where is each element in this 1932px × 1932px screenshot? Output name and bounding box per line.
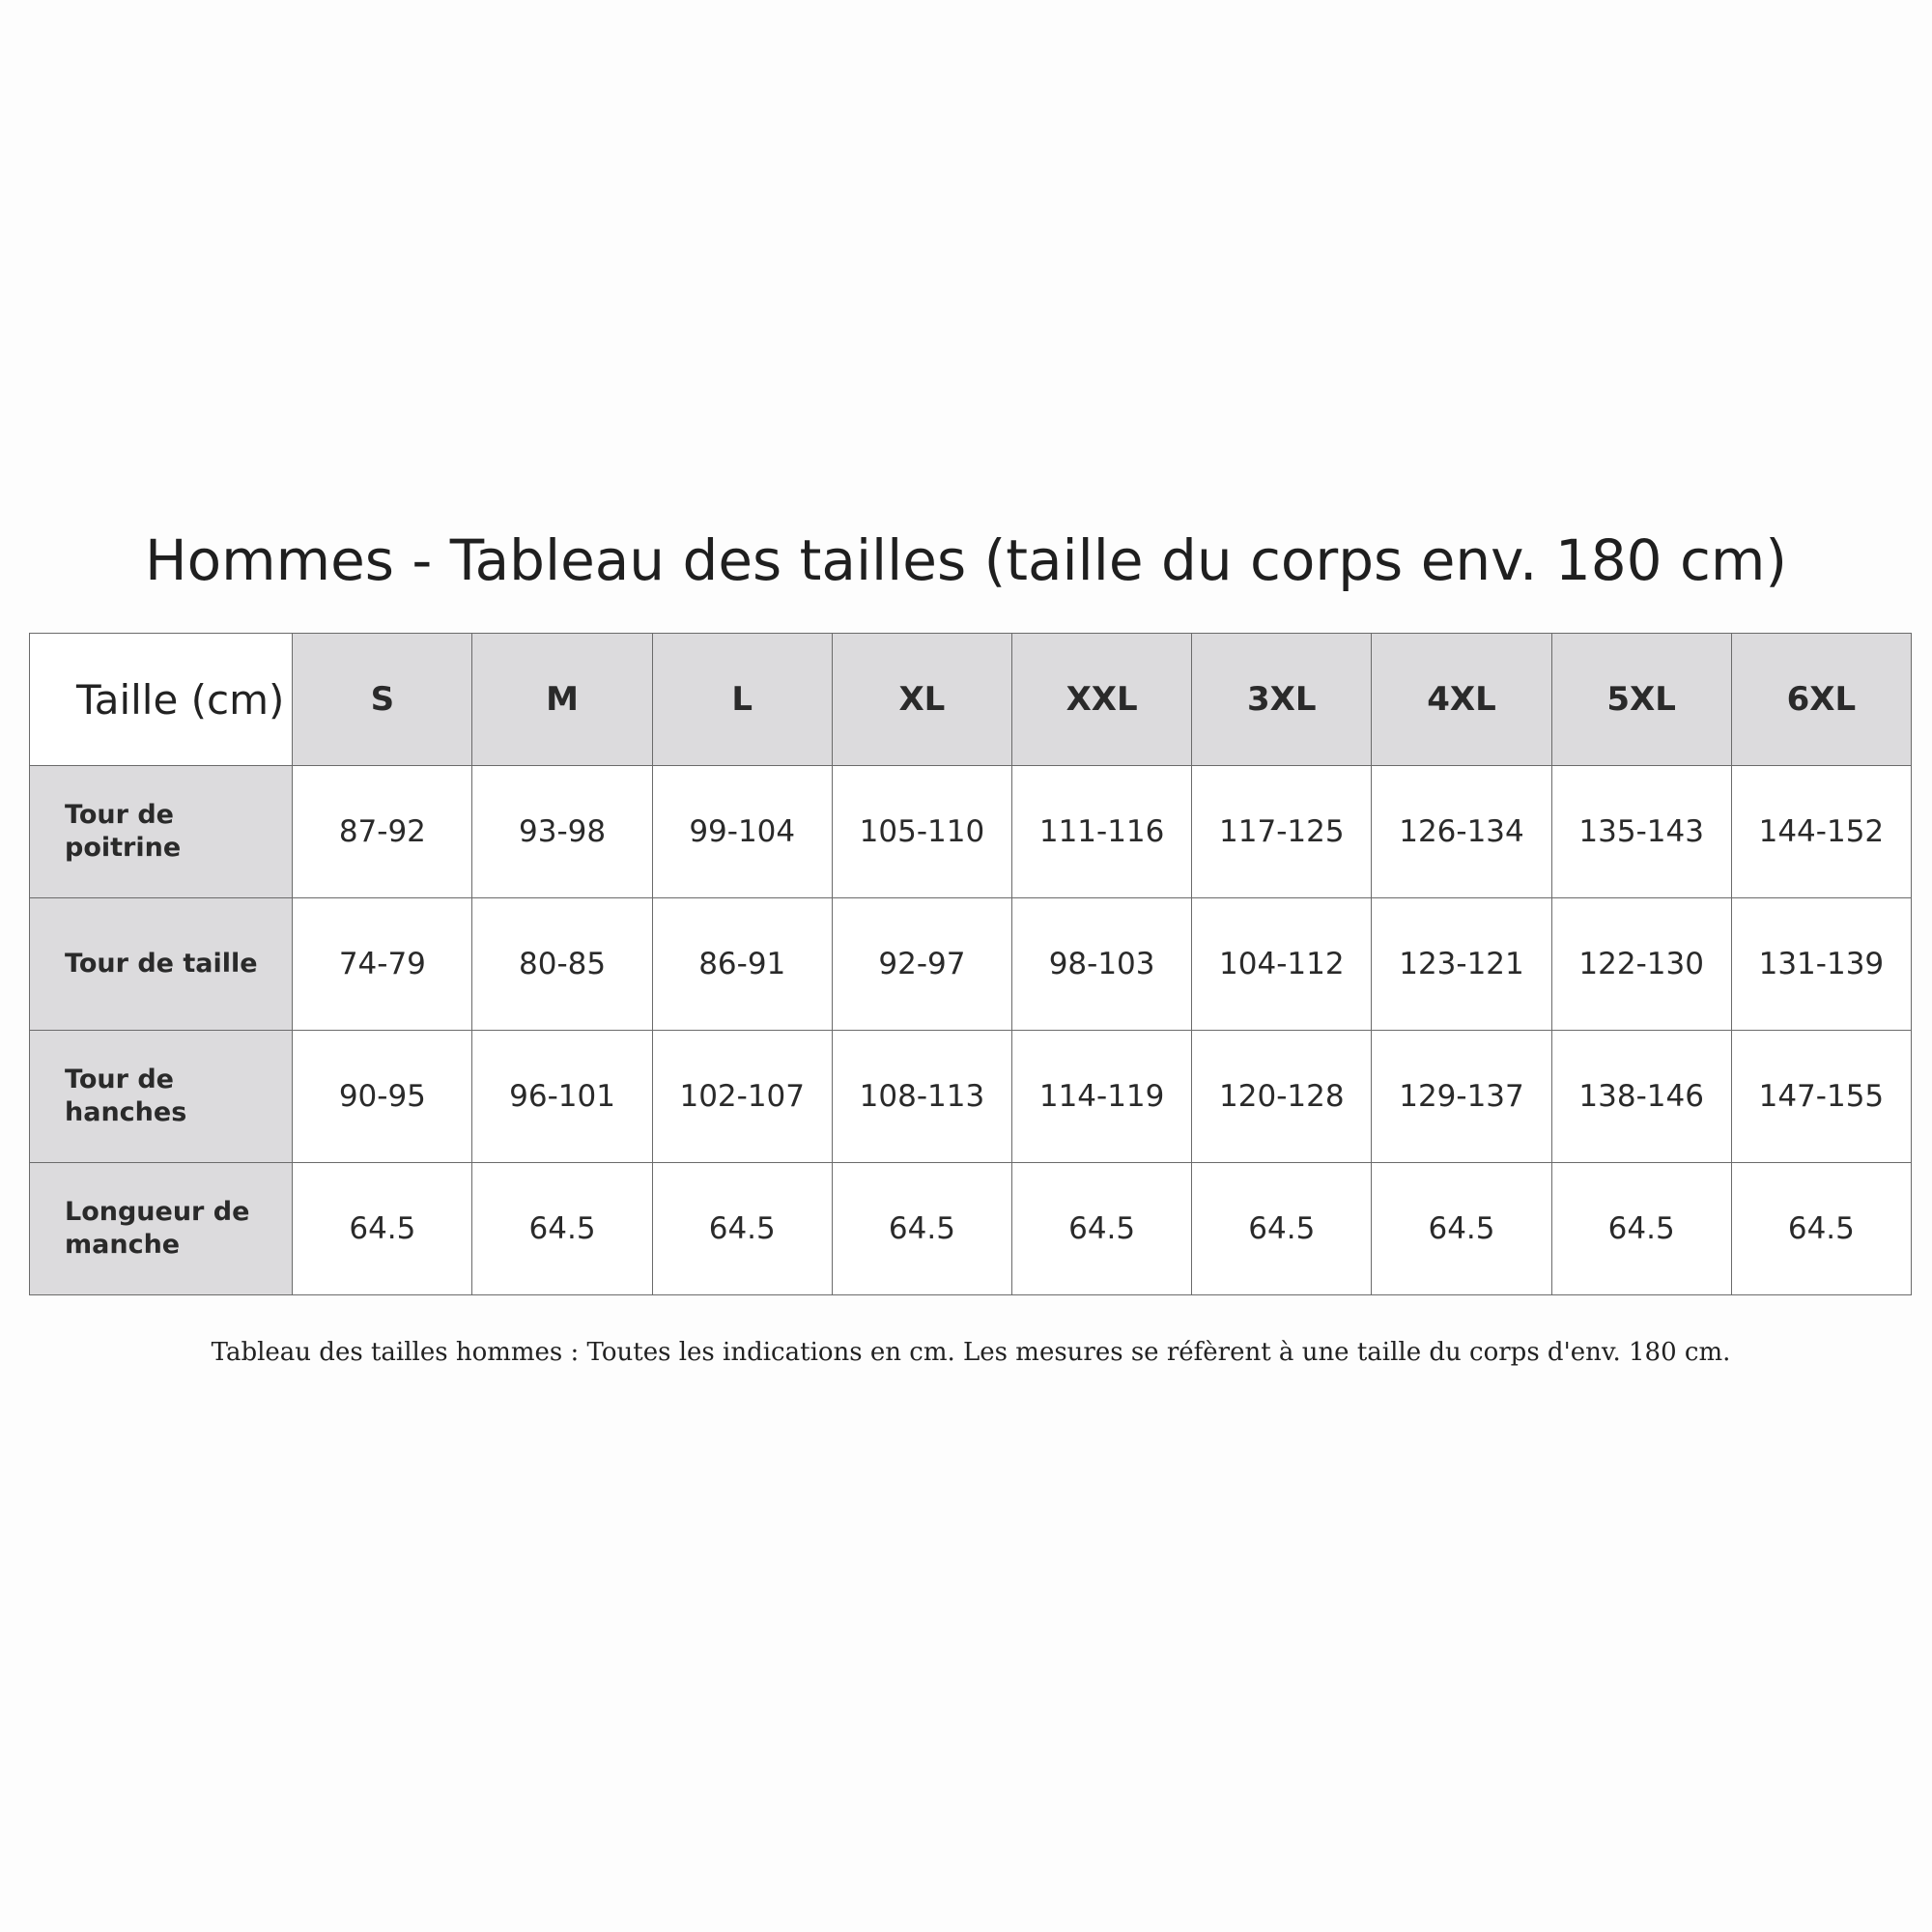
size-header-xxl: XXL	[1012, 634, 1192, 766]
table-cell: 126-134	[1372, 766, 1551, 898]
table-cell: 64.5	[1012, 1163, 1192, 1295]
table-cell: 92-97	[832, 898, 1011, 1031]
table-cell: 64.5	[293, 1163, 472, 1295]
table-cell: 99-104	[652, 766, 832, 898]
table-cell: 96-101	[472, 1031, 652, 1163]
table-cell: 131-139	[1731, 898, 1911, 1031]
table-row-hips	[30, 1031, 1912, 1163]
table-cell: 147-155	[1731, 1031, 1911, 1163]
row-label-waist: Tour de taille	[30, 898, 293, 1031]
size-header-4xl: 4XL	[1372, 634, 1551, 766]
size-header-m: M	[472, 634, 652, 766]
row-label-chest: Tour de poitrine	[30, 766, 293, 898]
table-cell: 64.5	[1551, 1163, 1731, 1295]
table-cell: 108-113	[832, 1031, 1011, 1163]
table-cell: 138-146	[1551, 1031, 1731, 1163]
size-header-5xl: 5XL	[1551, 634, 1731, 766]
row-label-hips: Tour de hanches	[30, 1031, 293, 1163]
table-cell: 87-92	[293, 766, 472, 898]
table-cell: 64.5	[832, 1163, 1011, 1295]
size-header-3xl: 3XL	[1192, 634, 1372, 766]
table-footnote: Tableau des tailles hommes : Toutes les indications en cm. Les mesures se réfèrent à une taille du corps d'env. 180 cm.	[211, 1338, 1731, 1367]
table-cell: 104-112	[1192, 898, 1372, 1031]
table-cell: 74-79	[293, 898, 472, 1031]
table-cell: 90-95	[293, 1031, 472, 1163]
table-cell: 80-85	[472, 898, 652, 1031]
size-header-6xl: 6XL	[1731, 634, 1911, 766]
row-label-sleeve: Longueur de manche	[30, 1163, 293, 1295]
table-cell: 98-103	[1012, 898, 1192, 1031]
table-cell: 64.5	[472, 1163, 652, 1295]
table-cell: 102-107	[652, 1031, 832, 1163]
size-header-xl: XL	[832, 634, 1011, 766]
table-header-row	[30, 634, 1912, 766]
table-cell: 144-152	[1731, 766, 1911, 898]
table-cell: 64.5	[1372, 1163, 1551, 1295]
size-header-l: L	[652, 634, 832, 766]
size-chart-table	[29, 633, 1912, 1295]
table-cell: 135-143	[1551, 766, 1731, 898]
table-cell: 86-91	[652, 898, 832, 1031]
table-cell: 123-121	[1372, 898, 1551, 1031]
table-cell: 117-125	[1192, 766, 1372, 898]
table-cell: 122-130	[1551, 898, 1731, 1031]
table-cell: 120-128	[1192, 1031, 1372, 1163]
table-cell: 129-137	[1372, 1031, 1551, 1163]
page-title: Hommes - Tableau des tailles (taille du corps env. 180 cm)	[144, 527, 1787, 593]
size-header-s: S	[293, 634, 472, 766]
table-row-chest	[30, 766, 1912, 898]
table-cell: 114-119	[1012, 1031, 1192, 1163]
table-cell: 105-110	[832, 766, 1011, 898]
table-cell: 93-98	[472, 766, 652, 898]
table-cell: 64.5	[1731, 1163, 1911, 1295]
table-cell: 111-116	[1012, 766, 1192, 898]
table-row-sleeve	[30, 1163, 1912, 1295]
table-row-waist	[30, 898, 1912, 1031]
table-corner-label: Taille (cm)	[30, 634, 293, 766]
table-cell: 64.5	[652, 1163, 832, 1295]
table-cell: 64.5	[1192, 1163, 1372, 1295]
